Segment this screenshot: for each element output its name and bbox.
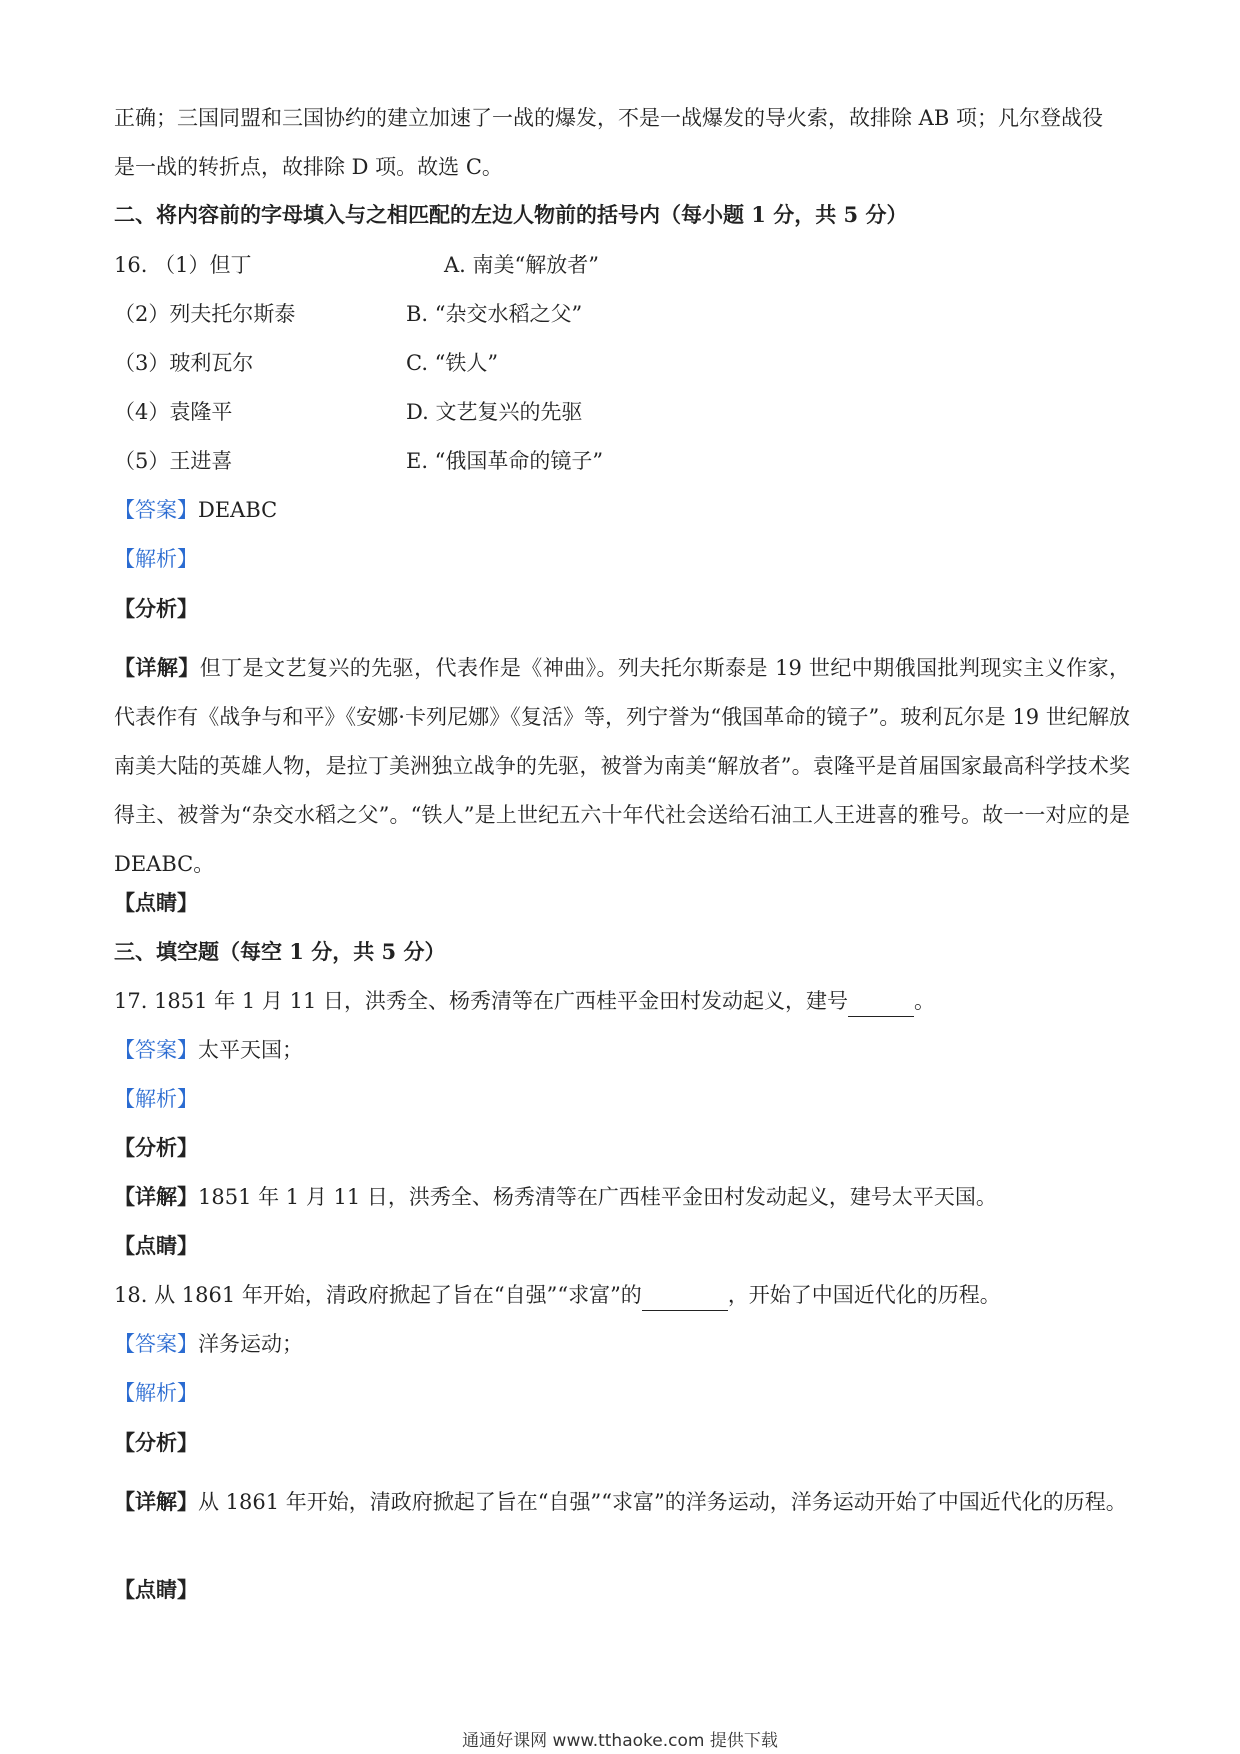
match-left-item: （2）列夫托尔斯泰 bbox=[114, 302, 296, 326]
question-text-end: 。 bbox=[913, 989, 935, 1013]
detail-text: 从 1861 年开始，清政府掀起了旨在“自强”“求富”的洋务运动，洋务运动开始了中国近代化的历程。 bbox=[198, 1490, 1127, 1514]
answer-line bbox=[114, 495, 1130, 525]
match-right-item: E. “俄国革命的镜子” bbox=[406, 449, 604, 473]
detail-paragraph bbox=[114, 643, 1130, 889]
match-right-item: B. “杂交水稻之父” bbox=[406, 302, 583, 326]
match-left-item: （3）玻利瓦尔 bbox=[114, 351, 254, 375]
answer-tag: 【答案】 bbox=[114, 1332, 198, 1356]
match-right-item: D. 文艺复兴的先驱 bbox=[406, 400, 583, 424]
fenxi-tag: 【分析】 bbox=[114, 1430, 198, 1455]
match-row bbox=[114, 446, 1130, 476]
answer-tag: 【答案】 bbox=[114, 1038, 198, 1062]
question-text: 18. 从 1861 年开始，清政府掀起了旨在“自强”“求富”的 bbox=[114, 1283, 642, 1307]
answer-line bbox=[114, 1329, 1130, 1359]
answer-line bbox=[114, 1035, 1130, 1065]
dianjing-tag: 【点睛】 bbox=[114, 1233, 198, 1258]
match-left-item: （1）但丁 bbox=[154, 253, 252, 277]
paragraph-line: 正确；三国同盟和三国协约的建立加速了一战的爆发，不是一战爆发的导火索，故排除 AB 项；凡尔登战役 bbox=[114, 106, 1103, 130]
section-heading: 三、填空题（每空 1 分，共 5 分） bbox=[114, 939, 446, 964]
match-left-item: （5）王进喜 bbox=[114, 449, 233, 473]
detail-tag: 【详解】 bbox=[114, 655, 200, 680]
match-row bbox=[114, 348, 1130, 378]
match-right-item: C. “铁人” bbox=[406, 351, 499, 375]
match-right-item: A. 南美“解放者” bbox=[444, 253, 599, 277]
answer-text: 太平天国； bbox=[198, 1038, 303, 1062]
detail-paragraph bbox=[114, 1182, 1130, 1212]
analysis-tag: 【解析】 bbox=[114, 1087, 198, 1111]
match-row bbox=[114, 250, 1130, 280]
question-text: 17. 1851 年 1 月 11 日，洪秀全、杨秀清等在广西桂平金田村发动起义，建号 bbox=[114, 989, 848, 1013]
page-footer: 通通好课网 www.tthaoke.com 提供下载 bbox=[462, 1731, 778, 1751]
dianjing-tag: 【点睛】 bbox=[114, 890, 198, 915]
question-18 bbox=[114, 1280, 1130, 1311]
detail-tag: 【详解】 bbox=[114, 1489, 198, 1514]
analysis-tag: 【解析】 bbox=[114, 1381, 198, 1405]
section-heading: 二、将内容前的字母填入与之相匹配的左边人物前的括号内（每小题 1 分，共 5 分） bbox=[114, 202, 908, 227]
detail-text: 但丁是文艺复兴的先驱，代表作是《神曲》。列夫托尔斯泰是 19 世纪中期俄国批判现实主义作家，代表作有《战争与和平》《安娜·卡列尼娜》《复活》等，列宁誉为“俄国革命的镜子”。玻利瓦尔是 19 世纪解放南美大陆的英雄人物，是拉丁美洲独立战争的先驱，被誉为南美“解放者”。袁隆平是首届国家最高科学技术奖得主、被誉为“杂交水稻之父”。“铁人”是上世纪五六十年代社会送给石油工人王进喜的雅号。故一一对应的是 DEABC。 bbox=[114, 656, 1131, 876]
answer-tag: 【答案】 bbox=[114, 498, 198, 522]
question-17 bbox=[114, 986, 1130, 1017]
answer-text: DEABC bbox=[198, 498, 278, 522]
fenxi-tag: 【分析】 bbox=[114, 1135, 198, 1160]
fenxi-tag: 【分析】 bbox=[114, 596, 198, 621]
paragraph-line: 是一战的转折点，故排除 D 项。故选 C。 bbox=[114, 155, 503, 179]
analysis-tag: 【解析】 bbox=[114, 547, 198, 571]
match-row bbox=[114, 397, 1130, 427]
fill-blank bbox=[642, 1280, 728, 1311]
detail-paragraph bbox=[114, 1477, 1130, 1527]
detail-text: 1851 年 1 月 11 日，洪秀全、杨秀清等在广西桂平金田村发动起义，建号太平天国。 bbox=[198, 1185, 997, 1209]
question-text-end: ，开始了中国近代化的历程。 bbox=[727, 1283, 1001, 1307]
detail-tag: 【详解】 bbox=[114, 1184, 198, 1209]
fill-blank bbox=[848, 986, 914, 1017]
answer-text: 洋务运动； bbox=[198, 1332, 303, 1356]
dianjing-tag: 【点睛】 bbox=[114, 1577, 198, 1602]
question-number: 16. bbox=[114, 253, 148, 277]
match-row bbox=[114, 299, 1130, 329]
match-left-item: （4）袁隆平 bbox=[114, 400, 233, 424]
